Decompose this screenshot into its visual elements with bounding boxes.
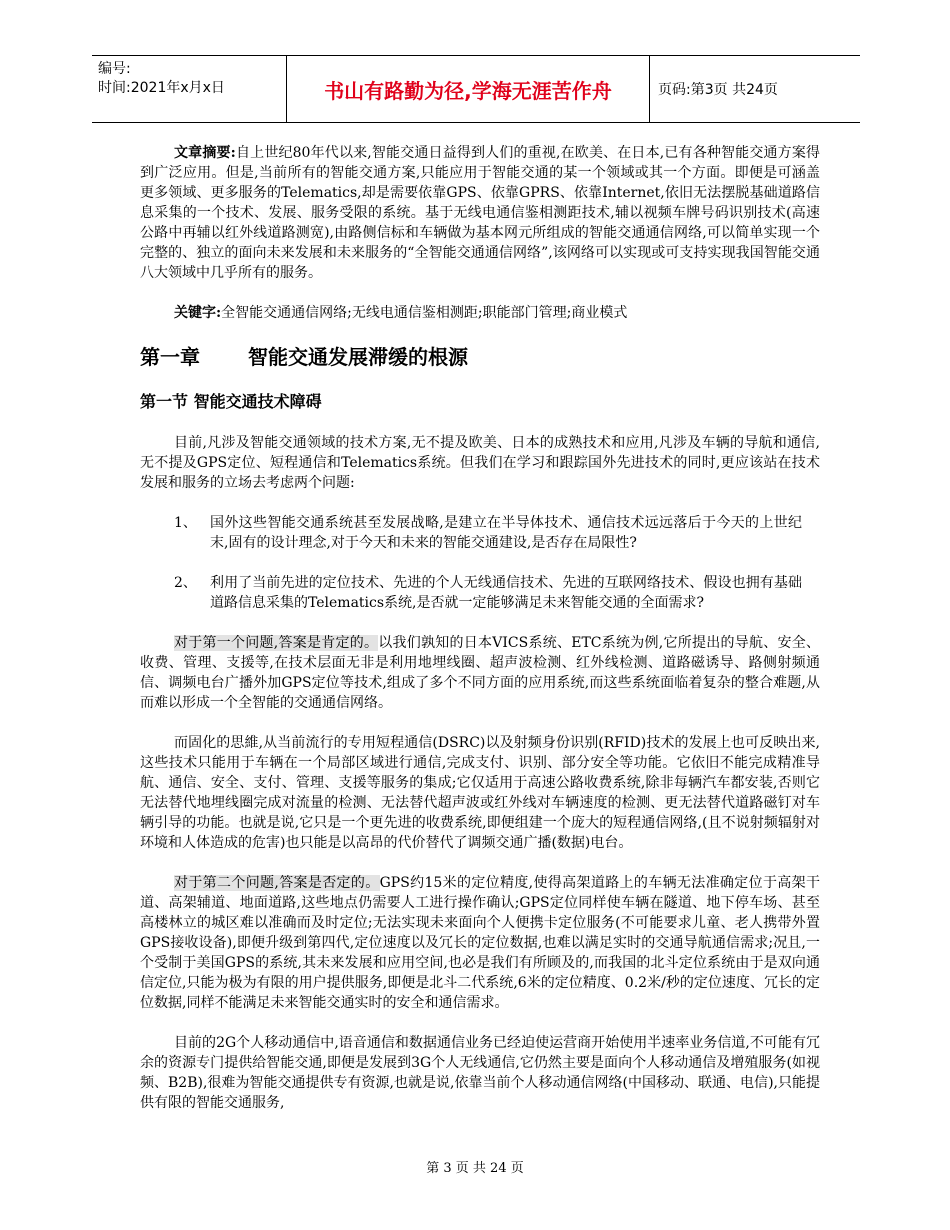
list-number: 2、: [174, 575, 197, 591]
list-text: 国外这些智能交通系统甚至发展战略,是建立在半导体技术、通信技术远远落后于今天的上世纪末,固有的设计理念,对于今天和未来的智能交通建设,是否存在局限性?: [210, 515, 802, 551]
keywords-paragraph: [140, 303, 820, 323]
section-heading: 第一节 智能交通技术障碍: [140, 392, 322, 411]
answer2-text: GPS约15米的定位精度,使得高架道路上的车辆无法准确定位于高架干道、高架辅道、地面道路,这些地点仍需要人工进行操作确认;GPS定位同样使车辆在隧道、地下停车场、甚至高楼林立的城区难以准确而及时定位;无法实现未来面向个人便携卡定位服务(不可能要求儿童、老人携带外置GPS接收设备),即便升级到第四代,定位速度以及冗长的定位数据,也难以满足实时的交通导航通信需求;况且,一个受制于美国GPS的系统,其未来发展和应用空间,也必是我们有所顾及的,而我国的北斗定位系统由于是双向通信定位,只能为极为有限的用户提供服务,即便是北斗二代系统,6米的定位精度、0.2米/秒的定位速度、冗长的定位数据,同样不能满足未来智能交通实时的安全和通信需求。: [140, 875, 820, 1011]
answer2-highlight: 对于第二个问题,答案是否定的。: [174, 875, 380, 891]
answer1-highlight: 对于第一个问题,答案是肯定的。: [174, 635, 379, 651]
answer2-paragraph: [140, 873, 820, 1013]
answer1-text: 以我们孰知的日本VICS系统、ETC系统为例,它所提出的导航、安全、收费、管理、支援等,在技术层面无非是利用地埋线圈、超声波检测、红外线检测、道路磁诱导、路侧射频通信、调频电台广播外加GPS定位等技术,组成了多个不同方面的应用系统,而这些系统面临着复杂的整合难题,从而难以形成一个全智能的交通通信网络。: [140, 635, 820, 711]
chapter-title: 智能交通发展滞缓的根源: [248, 345, 468, 369]
document-body: [140, 143, 820, 1113]
keywords-label: 关键字:: [174, 305, 222, 321]
list-number: 1、: [174, 515, 197, 531]
dsrc-paragraph: 而固化的思維,从当前流行的专用短程通信(DSRC)以及射频身份识别(RFID)技术的发展上也可反映出来,这些技术只能用于车辆在一个局部区域进行通信,完成支付、识别、部分安全等功能。它依旧不能完成精准导航、通信、安全、支付、管理、支援等服务的集成;它仅适用于高速公路收费系统,除非每辆汽车都安装,否则它无法替代地埋线圈完成对流量的检测、无法替代超声波或红外线对车辆速度的检测、更无法替代道路磁钉对车辆引导的功能。也就是说,它只是一个更先进的收费系统,即便组建一个庞大的短程通信网络,(且不说射频辐射对环境和人体造成的危害)也只能是以高昂的代价替代了调频交通广播(数据)电台。: [140, 735, 820, 851]
time-label: 时间:2021年x月x日: [98, 80, 225, 96]
page-footer: 第 3 页 共 24 页: [426, 1161, 524, 1176]
abstract-paragraph: [140, 143, 820, 283]
list-text: 利用了当前先进的定位技术、先进的个人无线通信技术、先进的互联网络技术、假设也拥有基础道路信息采集的Telematics系统,是否就一定能够满足未来智能交通的全面需求?: [210, 575, 802, 611]
header-motto: 书山有路勤为径,学海无涯苦作舟: [286, 56, 650, 122]
abstract-label: 文章摘要:: [174, 145, 236, 161]
intro-paragraph: 目前,凡涉及智能交通领域的技术方案,无不提及欧美、日本的成熟技术和应用,凡涉及车辆的导航和通信,无不提及GPS定位、短程通信和Telematics系统。但我们在学习和跟踪国外先进技术的同时,更应该站在技术发展和服务的立场去考虑两个问题:: [140, 435, 820, 491]
header-page-info: 页码:第3页 共24页: [658, 82, 778, 98]
list-item: [174, 513, 802, 553]
chapter-number: 第一章: [140, 345, 200, 369]
keywords-text: 全智能交通通信网络;无线电通信鉴相测距;职能部门管理;商业模式: [221, 305, 628, 321]
chapter-heading: [140, 341, 820, 369]
answer1-paragraph: [140, 633, 820, 713]
number-label: 编号:: [98, 61, 131, 77]
abstract-text: 自上世纪80年代以来,智能交通日益得到人们的重视,在欧美、在日本,已有各种智能交通方案得到广泛应用。但是,当前所有的智能交通方案,只能应用于智能交通的某一个领域或其一个方面。即便是可涵盖更多领域、更多服务的Telematics,却是需要依靠GPS、依靠GPRS、依靠Internet,依旧无法摆脱基础道路信息采集的一个技术、发展、服务受限的系统。基于无线电通信鉴相测距技术,辅以视频车牌号码识别技术(高速公路中再辅以红外线道路测宽),由路侧信标和车辆做为基本网元所组成的智能交通通信网络,可以简单实现一个完整的、独立的面向未来发展和未来服务的“全智能交通通信网络”,该网络可以实现或可支持实现我国智能交通八大领域中几乎所有的服务。: [140, 145, 820, 281]
page-header: [92, 55, 860, 123]
list-item: [174, 573, 802, 613]
header-meta: [92, 56, 286, 122]
mobile-2g-paragraph: 目前的2G个人移动通信中,语音通信和数据通信业务已经迫使运营商开始使用半速率业务信道,不可能有冗余的资源专门提供给智能交通,即便是发展到3G个人无线通信,它仍然主要是面向个人移动通信及增殖服务(如视频、B2B),很难为智能交通提供专有资源,也就是说,依靠当前个人移动通信网络(中国移动、联通、电信),只能提供有限的智能交通服务,: [140, 1035, 820, 1111]
